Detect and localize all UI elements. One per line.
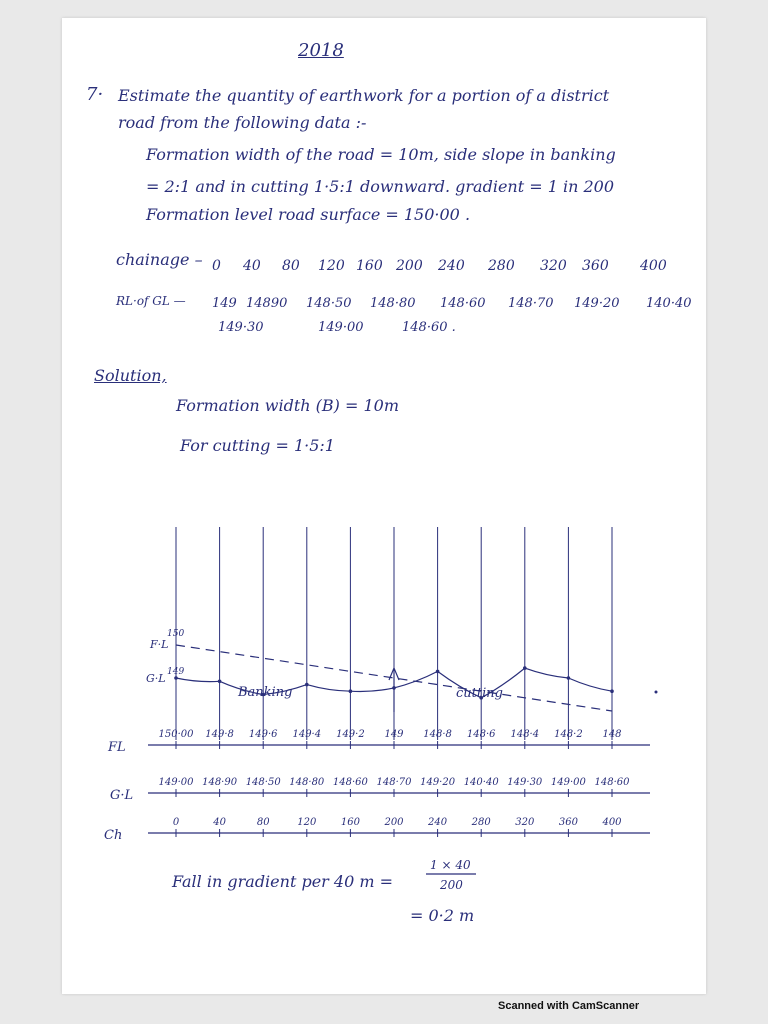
gl-row-value: 140·40 [463,777,499,788]
year-heading: 2018 [298,40,344,61]
gl-row-value: 149·20 [420,777,456,788]
fl-row-value: 148 [602,729,622,740]
rl-value: 149·00 [318,320,364,335]
gl-row-value: 148·70 [376,777,412,788]
question-number: 7· [86,84,104,105]
rl-value: 140·40 [646,296,692,311]
ch-row-label: Ch [104,828,123,843]
banking-label: Banking [238,685,293,700]
calc-label: Fall in gradient per 40 m = [172,872,394,891]
chainage-value: 160 [356,258,383,274]
question-line-2: road from the following data :- [118,113,367,132]
fl-row-value: 150·00 [158,729,194,740]
chainage-value: 360 [582,258,609,274]
dot-mark [655,691,658,694]
rl-value: 149 [212,296,237,311]
ground-level-point [349,689,353,693]
ch-row-value: 400 [602,817,622,828]
ch-row-value: 80 [256,817,270,828]
rl-value: 149·20 [574,296,620,311]
chainage-value: 400 [640,258,667,274]
question-line-1: Estimate the quantity of earthwork for a portion of a district [118,86,610,105]
rl-label: RL·of GL — [116,294,186,308]
ch-row-value: 0 [172,817,180,828]
chainage-value: 320 [540,258,567,274]
ch-row-value: 160 [340,817,360,828]
ground-level-point [305,683,309,687]
rl-value: 14890 [246,296,288,311]
fl-row-value: 149·6 [248,729,278,740]
chainage-value: 40 [243,258,261,274]
gl-row-value: 148·80 [289,777,325,788]
ground-level-point [218,680,222,684]
fl-row-value: 148·2 [554,729,583,740]
ch-row-value: 280 [471,817,491,828]
question-line-4: = 2:1 and in cutting 1·5:1 downward. gradient = 1 in 200 [146,177,615,196]
rl-value: 149·30 [218,320,264,335]
ground-level-point [567,676,571,680]
fl-level-mark: 150 [167,629,185,639]
ground-level-point [436,670,440,674]
gl-row-value: 148·60 [594,777,630,788]
scanner-footer: Scanned with CamScanner [498,1000,640,1012]
fl-row-label: FL [108,740,126,755]
ch-row-value: 240 [428,817,448,828]
rl-value: 148·50 [306,296,352,311]
ch-row-value: 40 [213,817,226,828]
fl-row-value: 148·4 [510,729,540,740]
gl-row-value: 148·90 [202,777,238,788]
gl-row-value: 149·00 [550,777,586,788]
chainage-value: 120 [318,258,345,274]
ground-level-point [523,666,527,670]
rl-value: 148·70 [508,296,554,311]
chainage-value: 80 [282,258,300,274]
gl-level-mark: 149 [167,667,185,677]
chainage-value: 280 [488,258,515,274]
solution-formation-width: Formation width (B) = 10m [176,396,400,415]
gl-axis-label: G·L [146,672,166,685]
ground-level-point [610,689,614,693]
calc-numerator: 1 × 40 [430,858,471,872]
chainage-label: chainage – [116,250,203,269]
gl-row-value: 149·30 [507,777,543,788]
calc-result: = 0·2 m [410,906,475,925]
ch-row-value: 360 [558,817,578,828]
ch-row-value: 200 [384,817,404,828]
rl-value: 148·80 [370,296,416,311]
chainage-value: 0 [212,258,221,274]
gl-row-label: G·L [110,788,134,803]
fl-row-value: 149 [384,729,404,740]
gl-row-value: 148·50 [245,777,281,788]
fl-row-value: 149·8 [205,729,234,740]
fl-axis-label: F·L [150,638,169,651]
solution-cutting-slope: For cutting = 1·5:1 [180,436,335,455]
solution-title: Solution, [94,366,167,385]
chainage-value: 240 [438,258,465,274]
rl-value: 148·60 [440,296,486,311]
fl-row-value: 149·2 [336,729,365,740]
ch-row-value: 120 [297,817,317,828]
chainage-value: 200 [396,258,423,274]
fl-row-value: 149·4 [292,729,322,740]
ch-row-value: 320 [515,817,535,828]
gl-row-value: 149·00 [158,777,194,788]
fl-row-value: 148·6 [466,729,496,740]
cutting-label: cutting [456,686,503,701]
gl-row-value: 148·60 [332,777,368,788]
fl-row-value: 148·8 [423,729,452,740]
question-line-5: Formation level road surface = 150·00 . [146,205,471,224]
rl-value: 148·60 . [402,320,456,335]
question-line-3: Formation width of the road = 10m, side slope in banking [146,145,616,164]
calc-denominator: 200 [440,878,463,892]
